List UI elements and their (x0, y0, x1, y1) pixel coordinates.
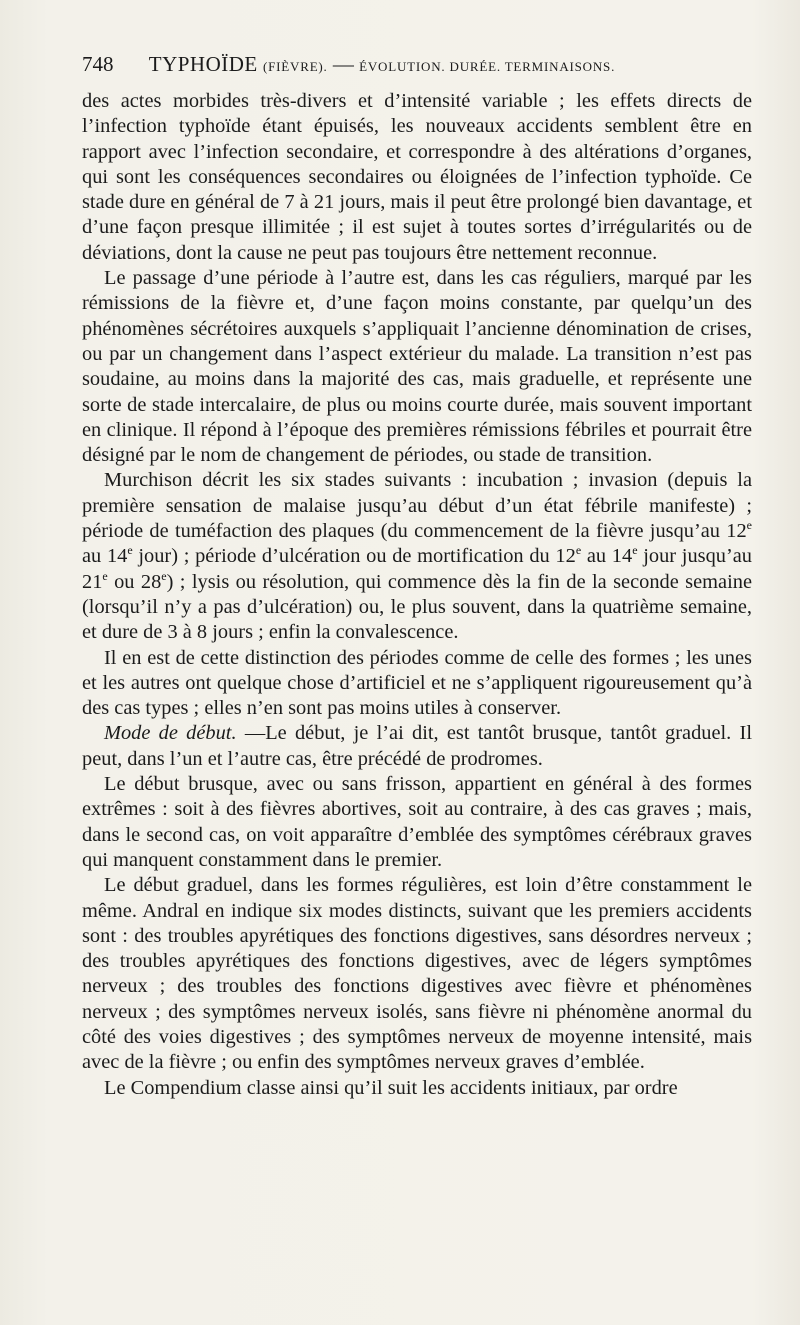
paragraph-6: Le début brusque, avec ou sans frisson, appartient en général à des formes extrêmes : soit à des fièvres abortives, soit au contraire, à des cas graves ; mais, dans le second cas, on voit apparaître d’emblée des symptômes cérébraux graves qui manquent constamment dans le premier. (82, 773, 752, 871)
p3-sup-2: e (127, 543, 133, 558)
paragraph-5-text: —Le début, je l’ai dit, est tantôt brusque, tantôt graduel. Il peut, dans l’un et l’autre cas, être précédé de prodromes. (82, 722, 752, 770)
paragraph-4: Il en est de cette distinction des périodes comme de celle des formes ; les unes et les autres ont quelque chose d’artificiel et ne s’appliquent rigoureusement qu’à des cas types ; elles n’en sont pas moins utiles à conserver. (82, 646, 752, 720)
p3-sup-5: e (102, 568, 108, 583)
header-section: ÉVOLUTION. DURÉE. TERMINAISONS. (359, 59, 616, 74)
section-heading-mode-de-debut: Mode de début. (104, 722, 237, 745)
paragraph-7: Le début graduel, dans les formes régulières, est loin d’être constamment le même. Andral en indique six modes distincts, suivant que les premiers accidents sont : des troubles apyrétiques des fonctions digestives, sans désordres nerveux ; des troubles apyrétiques des fonctions digestives, avec de légers symptômes nerveux ; des troubles des fonctions digestives avec fièvre et phénomènes nerveux ; des symptômes nerveux isolés, sans fièvre ni phénomène anormal du côté des voies digestives ; des symptômes nerveux de moyenne intensité, mais avec de la fièvre ; ou enfin des symptômes nerveux graves d’emblée. (82, 874, 752, 1074)
paragraph-8: Le Compendium classe ainsi qu’il suit les accidents initiaux, par ordre (104, 1076, 678, 1099)
paragraph-3 (82, 468, 752, 645)
p3-text-b: au 14 (82, 545, 128, 568)
header-paren: (FIÈVRE). (263, 59, 328, 74)
p3-sup-1: e (746, 518, 752, 533)
header-title: TYPHOÏDE (148, 52, 258, 76)
paragraph-5 (82, 721, 752, 772)
p3-text-e: jour jusqu’au 21 (82, 545, 753, 593)
p3-sup-6: e (161, 568, 167, 583)
paragraph-1: des actes morbides très-divers et d’intensité variable ; les effets directs de l’infection typhoïde étant épuisés, les nouveaux accidents semblent être en rapport avec l’infection secondaire, et correspondre à des altérations d’organes, qui sont les conséquences secondaires ou éloignées de l’infection typhoïde. Ce stade dure en général de 7 à 21 jours, mais il peut être prolongé bien davantage, et d’une façon presque illimitée ; il est sujet à toutes sortes d’irrégularités ou de déviations, dont la cause ne peut pas toujours être nettement reconnue. (82, 90, 752, 264)
p3-text-c: jour) ; période d’ulcération ou de mortification du 12 (132, 545, 576, 568)
paragraph-2: Le passage d’une période à l’autre est, dans les cas réguliers, marqué par les rémissions de la fièvre et, d’une façon moins constante, par quelqu’un des phénomènes sécrétoires auxquels s’appliquait l’ancienne dénomination de crises, ou par un changement dans l’aspect extérieur du malade. La transition n’est pas soudaine, au moins dans la majorité des cas, mais graduelle, et représente une sorte de stade intercalaire, de plus ou moins courte durée, mais souvent important en clinique. Il répond à l’époque des premières rémissions fébriles et pourrait être désigné par le nom de changement de périodes, ou stade de transition. (82, 267, 752, 467)
p3-text-a: Murchison décrit les six stades suivants : incubation ; invasion (depuis la première sensation de malaise jusqu’au début d’un état fébrile manifeste) ; période de tuméfaction des plaques (du commencement de la fièvre jusqu’au 12 (82, 469, 752, 543)
p3-text-g: ) ; lysis ou résolution, qui commence dès la fin de la seconde semaine (lorsqu’il n’y a pas d’ulcération) ou, le plus souvent, dans la quatrième semaine, et dure de 3 à 8 jours ; enfin la convalescence. (82, 570, 752, 644)
p3-sup-4: e (632, 543, 638, 558)
p3-text-d: au 14 (581, 545, 633, 568)
page-number: 748 (82, 52, 114, 76)
running-header (82, 52, 752, 77)
header-separator: — (332, 52, 354, 76)
p3-text-f: ou 28 (107, 570, 162, 593)
p3-sup-3: e (575, 543, 582, 558)
body-text (82, 89, 752, 1101)
